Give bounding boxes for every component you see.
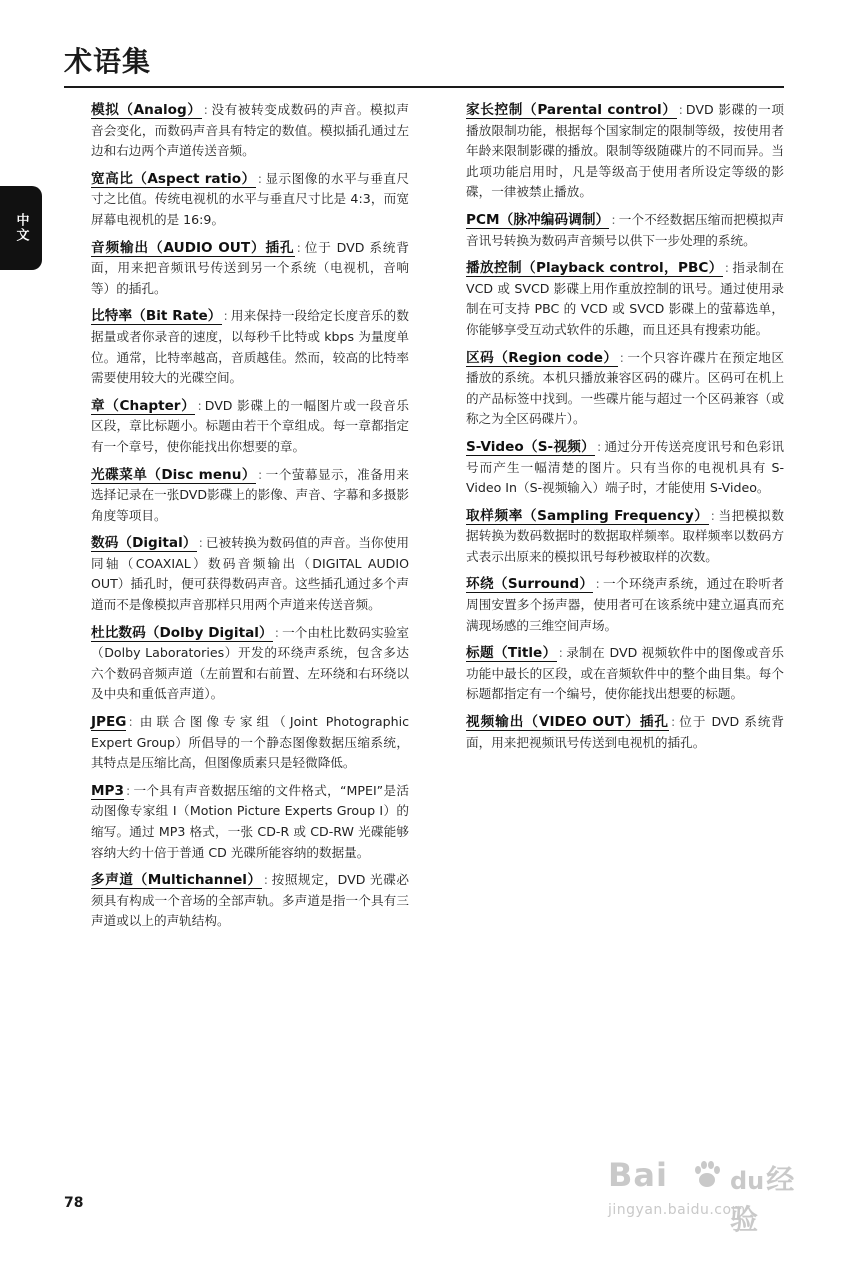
glossary-entry-digital: 数码（Digital） : 已被转换为数码值的声音。当你使用同轴（COAXIAL）数码音频输出（DIGITAL AUDIO OUT）插孔时，便可获得数码声音。这些插孔通过多个声道而不是像模拟声音那样只用两个声道来传送音频。 <box>91 535 410 613</box>
glossary-entry-chapter: 章（Chapter） : DVD 影碟上的一幅图片或一段音乐区段，章比标题小。标题由若干个章组成。每一章都指定有一个章号，使你能找出你想要的章。 <box>91 397 409 454</box>
glossary-term: 播放控制（Playback control，PBC） <box>466 260 723 277</box>
glossary-definition: 通过分开传送亮度讯号和色彩讯号而产生一幅清楚的图片。只有当你的电视机具有 S-Video In（S-视频输入）端子时，才能使用 S-Video。 <box>466 438 784 496</box>
glossary-entry-s-video: S-Video（S-视频） : 通过分开传送亮度讯号和色彩讯号而产生一幅清楚的图片。只有当你的电视机具有 S-Video In（S-视频输入）端子时，才能使用 S-Video。 <box>466 438 784 496</box>
glossary-definition: 按照规定，DVD 光碟必须具有构成一个音场的全部声轨。多声道是指一个具有三声道或以上的声轨结构。 <box>91 872 409 929</box>
glossary-definition: 一个具有声音数据压缩的文件格式，“MPEI”是活动图像专家组 I（Motion Picture Experts Group I）的缩写。通过 MP3 格式，一张 CD-R 或 CD-RW 光碟能够容纳大约十倍于普通 CD 光碟所能容纳的数据量。 <box>91 782 409 860</box>
glossary-term: 音频输出（AUDIO OUT）插孔 <box>91 239 295 256</box>
glossary-term: 数码（Digital） <box>91 535 197 552</box>
glossary-term: 比特率（Bit Rate） <box>91 308 222 325</box>
glossary-entry-multichannel: 多声道（Multichannel） : 按照规定，DVD 光碟必须具有构成一个音场的全部声轨。多声道是指一个具有三声道或以上的声轨结构。 <box>91 872 409 929</box>
glossary-entry-video-out: 视频输出（VIDEO OUT）插孔 : 位于 DVD 系统背面，用来把视频讯号传送到电视机的插孔。 <box>466 714 784 750</box>
glossary-term: 多声道（Multichannel） <box>91 872 262 889</box>
language-tab-label: 中文 <box>13 213 29 243</box>
glossary-term: MP3 <box>91 782 124 799</box>
glossary-definition: 一个不经数据压缩而把模拟声音讯号转换为数码声音频号以供下一步处理的系统。 <box>466 211 785 248</box>
glossary-term: S-Video（S-视频） <box>466 438 595 455</box>
glossary-entry-pcm: PCM（脉冲编码调制） : 一个不经数据压缩而把模拟声音讯号转换为数码声音频号以供下一步处理的系统。 <box>466 211 785 248</box>
glossary-term: PCM（脉冲编码调制） <box>466 211 610 228</box>
glossary-definition: 位于 DVD 系统背面，用来把音频讯号传送到另一个系统（电视机，音响等）的插孔。 <box>91 239 409 296</box>
glossary-definition: 显示图像的水平与垂直尺寸之比值。传统电视机的水平与垂直尺寸比是 4:3，而宽屏幕电视机的是 16:9。 <box>91 170 409 227</box>
glossary-entry-pbc: 播放控制（Playback control，PBC） : 指录制在 VCD 或 SVCD 影碟上用作重放控制的讯号。通过使用录制在可支持 PBC 的 VCD 或 SVCD 影碟上的萤幕选单，你能够享受互动式软件的乐趣，而且还具有搜索功能。 <box>466 260 784 337</box>
baidu-watermark <box>600 1150 810 1236</box>
glossary-term: 光碟菜单（Disc menu） <box>91 466 256 483</box>
glossary-term: 取样频率（Sampling Frequency） <box>466 507 709 524</box>
glossary-definition: 录制在 DVD 视频软件中的图像或音乐功能中最长的区段，或在音频软件中的整个曲目集。每个标题都指定有一个编号，使你能找出想要的标题。 <box>466 645 784 702</box>
glossary-definition: 指录制在 VCD 或 SVCD 影碟上用作重放控制的讯号。通过使用录制在可支持 PBC 的 VCD 或 SVCD 影碟上的萤幕选单，你能够享受互动式软件的乐趣，而且还具有搜索功能。 <box>466 260 784 337</box>
glossary-entry-region-code: 区码（Region code） : 一个只容许碟片在预定地区播放的系统。本机只播放兼容区码的碟片。区码可在机上的产品标签中找到。一些碟片能与超过一个区码兼容（或称之为全区码碟片）。 <box>466 349 784 427</box>
glossary-term: 杜比数码（Dolby Digital） <box>91 624 273 641</box>
glossary-entry-bit-rate: 比特率（Bit Rate） : 用来保持一段给定长度音乐的数据量或者你录音的速度，以每秒千比特或 kbps 为量度单位。通常，比特率越高，音质越佳。然而，较高的比特率需要使用较大的光碟空间。 <box>91 308 409 386</box>
page-number: 78 <box>64 1195 84 1211</box>
watermark-url: jingyan.baidu.com <box>608 1202 746 1218</box>
glossary-term: 标题（Title） <box>466 645 557 662</box>
glossary-entry-title: 标题（Title） : 录制在 DVD 视频软件中的图像或音乐功能中最长的区段，或在音频软件中的整个曲目集。每个标题都指定有一个编号，使你能找出想要的标题。 <box>466 645 784 702</box>
glossary-term: JPEG <box>91 714 127 731</box>
glossary-right-column <box>466 100 784 760</box>
glossary-entry-sampling-frequency: 取样频率（Sampling Frequency） : 当把模拟数据转换为数码数据时的数据取样频率。取样频率以数码方式表示出原来的模拟讯号每秒被取样的次数。 <box>466 507 784 564</box>
glossary-definition: 一个环绕声系统，通过在聆听者周围安置多个扬声器，使用者可在该系统中建立逼真而充满现场感的三维空间声场。 <box>466 576 784 633</box>
glossary-left-column <box>91 100 409 939</box>
watermark-text: du经验 <box>730 1163 795 1236</box>
glossary-definition: 没有被转变成数码的声音。模拟声音会变化，而数码声音具有特定的数值。模拟插孔通过左边和右边两个声道传送音频。 <box>91 102 410 159</box>
glossary-definition: DVD 影碟的一项播放限制功能，根据每个国家制定的限制等级，按使用者年龄来限制影碟的播放。限制等级随碟片的不同而异。当此项功能启用时，凡是等级高于使用者所设定等级的影碟，一律被禁止播放。 <box>466 102 784 200</box>
watermark-logo: Bai <box>608 1156 668 1194</box>
glossary-definition: 位于 DVD 系统背面，用来把视频讯号传送到电视机的插孔。 <box>466 714 784 750</box>
glossary-entry-audio-out: 音频输出（AUDIO OUT）插孔 : 位于 DVD 系统背面，用来把音频讯号传送到另一个系统（电视机，音响等）的插孔。 <box>91 239 409 296</box>
glossary-term: 视频输出（VIDEO OUT）插孔 <box>466 714 670 731</box>
glossary-term: 家长控制（Parental control） <box>466 102 677 118</box>
glossary-term: 环绕（Surround） <box>466 576 594 593</box>
glossary-entry-mp3: MP3 : 一个具有声音数据压缩的文件格式，“MPEI”是活动图像专家组 I（Motion Picture Experts Group I）的缩写。通过 MP3 格式，一张 CD-R 或 CD-RW 光碟能够容纳大约十倍于普通 CD 光碟所能容纳的数据量。 <box>91 782 409 860</box>
glossary-definition: 由联合图像专家组（Joint Photographic Expert Group）所倡导的一个静态图像数据压缩系统，其特点是压缩比高，但图像质素只是轻微降低。 <box>91 714 409 771</box>
glossary-entry-dolby-digital: 杜比数码（Dolby Digital） : 一个由杜比数码实验室（Dolby Laboratories）开发的环绕声系统，包含多达六个数码音频声道（左前置和右前置、左环绕和右环绕以及中央和重低音声道）。 <box>91 624 409 702</box>
glossary-definition: 当把模拟数据转换为数码数据时的数据取样频率。取样频率以数码方式表示出原来的模拟讯号每秒被取样的次数。 <box>466 507 784 564</box>
glossary-entry-disc-menu: 光碟菜单（Disc menu） : 一个萤幕显示，准备用来选择记录在一张DVD影碟上的影像、声音、字幕和多摄影角度等项目。 <box>91 466 409 523</box>
glossary-term: 区码（Region code） <box>466 349 618 366</box>
glossary-definition: DVD 影碟上的一幅图片或一段音乐区段，章比标题小。标题由若干个章组成。每一章都指定有一个章号，使你能找出你想要的章。 <box>91 397 409 454</box>
glossary-entry-aspect-ratio: 宽高比（Aspect ratio） : 显示图像的水平与垂直尺寸之比值。传统电视机的水平与垂直尺寸比是 4:3，而宽屏幕电视机的是 16:9。 <box>91 170 409 227</box>
language-side-tab <box>0 186 42 270</box>
glossary-entry-jpeg: JPEG : 由联合图像专家组（Joint Photographic Expert Group）所倡导的一个静态图像数据压缩系统，其特点是压缩比高，但图像质素只是轻微降低。 <box>91 714 409 771</box>
glossary-definition: 一个萤幕显示，准备用来选择记录在一张DVD影碟上的影像、声音、字幕和多摄影角度等项目。 <box>91 466 409 523</box>
glossary-definition: 一个只容许碟片在预定地区播放的系统。本机只播放兼容区码的碟片。区码可在机上的产品标签中找到。一些碟片能与超过一个区码兼容（或称之为全区码碟片）。 <box>466 349 784 427</box>
paw-icon <box>692 1160 722 1190</box>
title-divider <box>64 86 784 88</box>
glossary-definition: 已被转换为数码值的声音。当你使用同轴（COAXIAL）数码音频输出（DIGITAL AUDIO OUT）插孔时，便可获得数码声音。这些插孔通过多个声道而不是像模拟声音那样只用两个声道来传送音频。 <box>91 535 410 613</box>
glossary-term: 章（Chapter） <box>91 397 196 414</box>
page-title: 术语集 <box>64 45 152 78</box>
glossary-term: 宽高比（Aspect ratio） <box>91 170 256 187</box>
glossary-entry-surround: 环绕（Surround） : 一个环绕声系统，通过在聆听者周围安置多个扬声器，使用者可在该系统中建立逼真而充满现场感的三维空间声场。 <box>466 576 784 633</box>
glossary-entry-parental-control: 家长控制（Parental control） : DVD 影碟的一项播放限制功能，根据每个国家制定的限制等级，按使用者年龄来限制影碟的播放。限制等级随碟片的不同而异。当此项功能启用时，凡是等级高于使用者所设定等级的影碟，一律被禁止播放。 <box>466 102 784 200</box>
glossary-definition: 用来保持一段给定长度音乐的数据量或者你录音的速度，以每秒千比特或 kbps 为量度单位。通常，比特率越高，音质越佳。然而，较高的比特率需要使用较大的光碟空间。 <box>91 308 409 386</box>
glossary-term: 模拟（Analog） <box>91 102 202 118</box>
glossary-definition: 一个由杜比数码实验室（Dolby Laboratories）开发的环绕声系统，包含多达六个数码音频声道（左前置和右前置、左环绕和右环绕以及中央和重低音声道）。 <box>91 624 409 702</box>
glossary-entry-analog: 模拟（Analog） : 没有被转变成数码的声音。模拟声音会变化，而数码声音具有特定的数值。模拟插孔通过左边和右边两个声道传送音频。 <box>91 102 410 159</box>
